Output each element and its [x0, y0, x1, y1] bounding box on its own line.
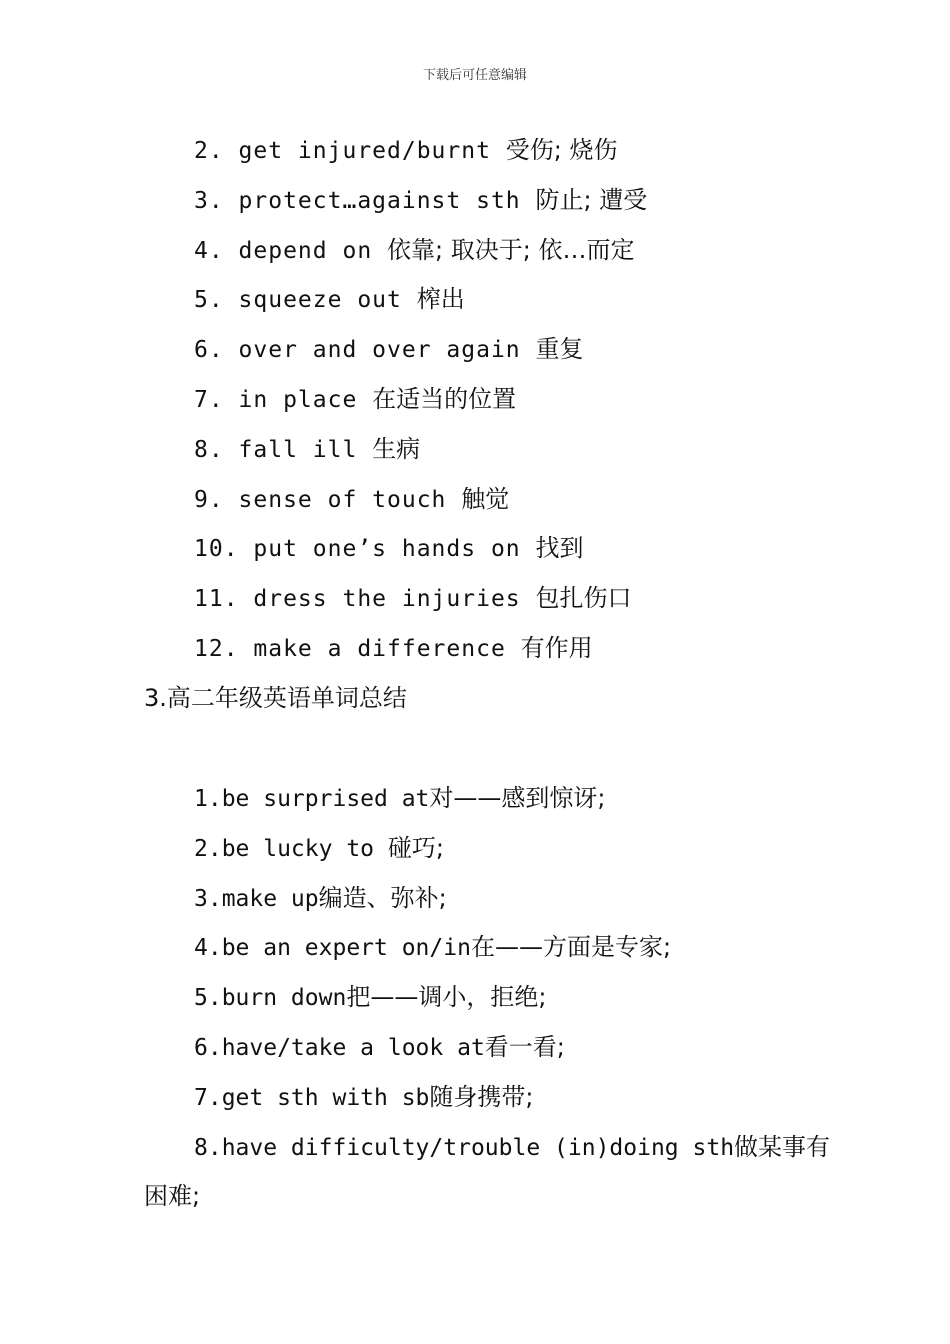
phrase-chinese: 编造、弥补;: [318, 883, 447, 912]
phrase-list-unit: [194, 130, 647, 678]
phrase-chinese: 榨出: [416, 285, 465, 314]
phrase-chinese: 看一看;: [484, 1032, 565, 1061]
phrase-chinese: 在适当的位置: [372, 384, 517, 413]
list-item: [194, 1027, 830, 1077]
phrase-chinese: 包扎伤口: [535, 584, 632, 613]
phrase-english: 8. fall ill: [194, 436, 373, 463]
vocabulary-summary-list: [194, 778, 830, 1176]
list-item: [194, 429, 647, 479]
phrase-chinese: 重复: [535, 335, 584, 364]
phrase-chinese: 做某事有: [734, 1132, 831, 1161]
phrase-english: 12. make a difference: [194, 635, 521, 662]
phrase-chinese: 把——调小，拒绝;: [346, 983, 547, 1012]
list-item: [194, 329, 647, 379]
phrase-english: 2.be lucky to: [194, 835, 388, 862]
list-item: [194, 379, 647, 429]
phrase-chinese: 受伤; 烧伤: [505, 136, 618, 164]
phrase-english: 4.be an expert on/in: [194, 935, 471, 962]
phrase-chinese: 碰巧;: [387, 833, 444, 862]
list-item: [194, 578, 647, 628]
list-item: [194, 180, 647, 230]
list-item: [194, 778, 830, 828]
phrase-english: 4. depend on: [194, 237, 388, 264]
phrase-chinese: 随身携带;: [429, 1082, 534, 1111]
phrase-chinese: 找到: [535, 534, 584, 563]
page-header: 下载后可任意编辑: [422, 68, 527, 83]
phrase-english: 9. sense of touch: [194, 486, 462, 513]
phrase-english: 6.have/take a look at: [194, 1034, 485, 1061]
phrase-english: 5. squeeze out: [194, 287, 417, 314]
phrase-english: 3. protect…against sth: [194, 187, 536, 214]
list-item: [194, 1127, 830, 1177]
phrase-english: 1.be surprised at: [194, 786, 430, 812]
phrase-english: 7. in place: [194, 386, 373, 413]
phrase-chinese: 防止; 遭受: [535, 185, 648, 214]
phrase-chinese: 生病: [372, 434, 421, 463]
list-item: [194, 927, 830, 977]
phrase-english: 11. dress the injuries: [194, 586, 536, 613]
phrase-english: 3.make up: [194, 885, 319, 912]
phrase-chinese: 依靠; 取决于; 依…而定: [387, 235, 635, 264]
phrase-english: 6. over and over again: [194, 337, 536, 364]
list-item: [194, 1077, 830, 1127]
phrase-chinese: 触觉: [461, 484, 510, 513]
section-heading: 3.高二年级英语单词总结: [144, 684, 407, 712]
list-item: [194, 479, 647, 529]
list-item: [194, 279, 647, 329]
list-item: [194, 828, 830, 878]
phrase-english: 7.get sth with sb: [194, 1084, 430, 1111]
wrapped-line-continuation: 困难;: [144, 1182, 201, 1210]
phrase-english: 2. get injured/burnt: [194, 138, 506, 164]
phrase-english: 8.have difficulty/trouble (in)doing sth: [194, 1134, 735, 1161]
phrase-chinese: 有作用: [520, 633, 593, 662]
list-item: [194, 528, 647, 578]
phrase-chinese: 在——方面是专家;: [470, 933, 672, 962]
list-item: [194, 130, 647, 180]
list-item: [194, 977, 830, 1027]
list-item: [194, 230, 647, 280]
list-item: [194, 878, 830, 928]
list-item: [194, 628, 647, 678]
phrase-english: 10. put one’s hands on: [194, 536, 536, 563]
phrase-chinese: 对——感到惊讶;: [429, 784, 606, 812]
phrase-english: 5.burn down: [194, 985, 347, 1012]
